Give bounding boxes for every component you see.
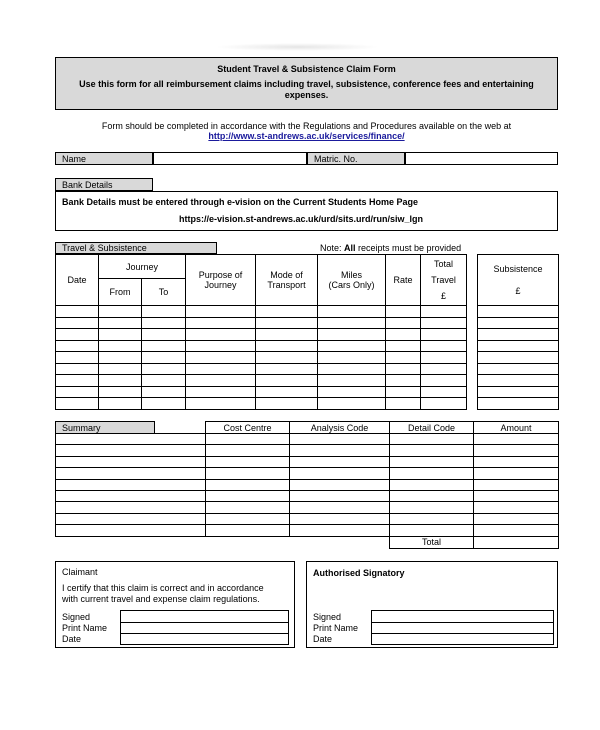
summary-total-label: Total xyxy=(390,536,474,548)
matric-field[interactable] xyxy=(405,152,558,165)
table-cell[interactable] xyxy=(206,445,290,456)
note-suffix: receipts must be provided xyxy=(355,243,462,253)
finance-link[interactable]: http://www.st-andrews.ac.uk/services/finance/ xyxy=(208,131,405,141)
table-cell[interactable] xyxy=(390,479,474,490)
table-cell[interactable] xyxy=(474,468,559,479)
summary-label: Summary xyxy=(56,422,155,434)
table-cell[interactable] xyxy=(56,363,99,375)
table-cell[interactable] xyxy=(421,340,467,352)
table-cell[interactable] xyxy=(56,398,99,410)
table-cell[interactable] xyxy=(256,352,318,364)
table-row xyxy=(56,468,559,479)
table-cell[interactable] xyxy=(421,386,467,398)
table-cell[interactable] xyxy=(186,386,256,398)
table-row xyxy=(56,329,467,341)
bank-details-box xyxy=(55,191,558,231)
receipts-note xyxy=(320,243,461,253)
table-row xyxy=(56,306,467,318)
table-cell[interactable] xyxy=(142,398,186,410)
table-cell[interactable] xyxy=(290,456,390,467)
table-cell[interactable] xyxy=(421,329,467,341)
table-row xyxy=(56,352,467,364)
table-cell[interactable] xyxy=(56,306,99,318)
table-cell[interactable] xyxy=(386,398,421,410)
mode-line2: Transport xyxy=(267,280,306,290)
claimant-date-label: Date xyxy=(62,634,82,644)
table-cell[interactable] xyxy=(386,375,421,387)
table-cell[interactable] xyxy=(256,340,318,352)
table-row xyxy=(478,363,559,375)
table-cell[interactable] xyxy=(99,386,142,398)
subsistence-currency: £ xyxy=(515,286,521,296)
table-row xyxy=(56,502,559,513)
table-cell[interactable] xyxy=(290,479,390,490)
table-row xyxy=(56,479,559,490)
table-cell[interactable] xyxy=(386,363,421,375)
purpose-header xyxy=(186,255,256,306)
table-cell[interactable] xyxy=(206,525,290,536)
summary-total-row xyxy=(56,536,559,548)
table-cell[interactable] xyxy=(186,398,256,410)
subsistence-label: Subsistence xyxy=(493,264,543,274)
table-row xyxy=(56,490,559,501)
table-cell[interactable] xyxy=(206,479,290,490)
intro-text: Form should be completed in accordance with the Regulations and Procedures available on the web at xyxy=(101,121,512,131)
summary-spacer xyxy=(155,422,206,434)
table-cell[interactable] xyxy=(318,375,386,387)
summary-total-amount[interactable] xyxy=(474,536,559,548)
total-line2: Travel xyxy=(431,275,456,285)
table-cell[interactable] xyxy=(390,468,474,479)
summary-table xyxy=(55,421,559,549)
table-cell[interactable] xyxy=(318,398,386,410)
claimant-print-name-label: Print Name xyxy=(62,623,108,633)
table-cell[interactable] xyxy=(56,434,206,445)
table-cell[interactable] xyxy=(390,445,474,456)
authorised-box xyxy=(306,561,558,648)
table-cell[interactable] xyxy=(478,363,559,375)
table-cell[interactable] xyxy=(256,363,318,375)
table-cell[interactable] xyxy=(474,434,559,445)
table-cell[interactable] xyxy=(386,317,421,329)
table-cell[interactable] xyxy=(386,352,421,364)
table-cell[interactable] xyxy=(386,386,421,398)
table-cell[interactable] xyxy=(421,352,467,364)
cost-centre-header: Cost Centre xyxy=(206,422,290,434)
table-cell[interactable] xyxy=(290,434,390,445)
table-cell[interactable] xyxy=(474,456,559,467)
table-row xyxy=(478,352,559,364)
table-cell[interactable] xyxy=(186,375,256,387)
table-cell[interactable] xyxy=(56,490,206,501)
table-cell[interactable] xyxy=(390,434,474,445)
table-cell[interactable] xyxy=(474,445,559,456)
table-cell[interactable] xyxy=(206,468,290,479)
table-cell[interactable] xyxy=(56,502,206,513)
table-cell[interactable] xyxy=(421,306,467,318)
authorised-sign-fields[interactable] xyxy=(371,610,554,645)
table-cell[interactable] xyxy=(478,398,559,410)
table-cell[interactable] xyxy=(478,386,559,398)
table-cell[interactable] xyxy=(318,306,386,318)
claimant-box xyxy=(55,561,295,648)
table-cell[interactable] xyxy=(318,317,386,329)
evision-link[interactable]: https://e-vision.st-andrews.ac.uk/urd/sits.urd/run/siw_lgn xyxy=(179,214,424,224)
form-title: Student Travel & Subsistence Claim Form xyxy=(217,64,396,74)
amount-header: Amount xyxy=(474,422,559,434)
table-cell[interactable] xyxy=(206,513,290,524)
table-row xyxy=(478,317,559,329)
note-bold: All xyxy=(344,243,356,253)
table-cell[interactable] xyxy=(56,479,206,490)
table-cell[interactable] xyxy=(142,386,186,398)
table-cell[interactable] xyxy=(318,386,386,398)
table-row xyxy=(56,434,559,445)
table-cell[interactable] xyxy=(421,375,467,387)
table-row xyxy=(56,445,559,456)
table-cell[interactable] xyxy=(56,352,99,364)
table-row xyxy=(56,317,467,329)
mode-line1: Mode of xyxy=(270,270,303,280)
travel-table xyxy=(55,254,467,410)
table-cell[interactable] xyxy=(99,340,142,352)
name-field[interactable] xyxy=(153,152,307,165)
matric-label: Matric. No. xyxy=(307,152,405,165)
table-cell[interactable] xyxy=(256,398,318,410)
table-cell[interactable] xyxy=(142,363,186,375)
table-row xyxy=(56,525,559,536)
table-cell[interactable] xyxy=(386,329,421,341)
table-cell[interactable] xyxy=(474,513,559,524)
table-cell[interactable] xyxy=(256,375,318,387)
table-cell[interactable] xyxy=(478,375,559,387)
table-row xyxy=(56,456,559,467)
table-cell[interactable] xyxy=(142,317,186,329)
table-cell[interactable] xyxy=(318,340,386,352)
detail-code-header: Detail Code xyxy=(390,422,474,434)
table-cell[interactable] xyxy=(56,317,99,329)
table-cell[interactable] xyxy=(142,352,186,364)
table-cell[interactable] xyxy=(290,445,390,456)
table-row xyxy=(478,329,559,341)
table-cell[interactable] xyxy=(206,490,290,501)
table-cell[interactable] xyxy=(478,340,559,352)
table-cell[interactable] xyxy=(99,363,142,375)
table-cell[interactable] xyxy=(256,317,318,329)
table-cell[interactable] xyxy=(56,513,206,524)
authorised-print-name-label: Print Name xyxy=(313,623,359,633)
table-cell[interactable] xyxy=(390,456,474,467)
table-cell[interactable] xyxy=(421,398,467,410)
table-row xyxy=(478,340,559,352)
bank-details-instruction: Bank Details must be entered through e-vision on the Current Students Home Page xyxy=(62,197,419,207)
table-cell[interactable] xyxy=(186,306,256,318)
table-cell[interactable] xyxy=(474,525,559,536)
miles-line1: Miles xyxy=(340,270,362,280)
table-cell[interactable] xyxy=(290,502,390,513)
table-cell[interactable] xyxy=(99,306,142,318)
table-cell[interactable] xyxy=(478,352,559,364)
table-cell[interactable] xyxy=(206,456,290,467)
table-cell[interactable] xyxy=(290,468,390,479)
travel-label: Travel & Subsistence xyxy=(55,242,217,254)
table-row xyxy=(56,386,467,398)
table-cell[interactable] xyxy=(99,375,142,387)
total-line3: £ xyxy=(440,291,446,301)
rate-header: Rate xyxy=(386,255,421,306)
table-cell[interactable] xyxy=(186,340,256,352)
journey-header: Journey xyxy=(99,255,186,279)
table-cell[interactable] xyxy=(142,340,186,352)
table-cell[interactable] xyxy=(390,490,474,501)
total-line1: Total xyxy=(433,259,453,269)
table-row xyxy=(56,340,467,352)
table-cell[interactable] xyxy=(99,398,142,410)
total-travel-header xyxy=(421,255,467,306)
table-cell[interactable] xyxy=(421,363,467,375)
table-cell[interactable] xyxy=(478,306,559,318)
name-label: Name xyxy=(55,152,153,165)
summary-total-spacer xyxy=(56,536,390,548)
table-cell[interactable] xyxy=(478,317,559,329)
from-header: From xyxy=(99,279,142,306)
purpose-line1: Purpose of xyxy=(198,270,243,280)
table-row xyxy=(478,375,559,387)
table-cell[interactable] xyxy=(318,329,386,341)
table-cell[interactable] xyxy=(99,317,142,329)
mode-header xyxy=(256,255,318,306)
table-cell[interactable] xyxy=(56,386,99,398)
form-subtitle-line1: Use this form for all reimbursement claims including travel, subsistence, conference fees and entertaining xyxy=(79,79,534,89)
table-cell[interactable] xyxy=(256,329,318,341)
table-cell[interactable] xyxy=(390,525,474,536)
miles-header xyxy=(318,255,386,306)
table-cell[interactable] xyxy=(390,502,474,513)
table-cell[interactable] xyxy=(256,306,318,318)
table-cell[interactable] xyxy=(142,306,186,318)
certify-line1: I certify that this claim is correct and in accordance xyxy=(62,583,264,593)
table-cell[interactable] xyxy=(318,352,386,364)
certify-line2: with current travel and expense claim regulations. xyxy=(62,594,260,604)
table-cell[interactable] xyxy=(186,352,256,364)
table-cell[interactable] xyxy=(386,340,421,352)
subsistence-table xyxy=(477,254,559,410)
table-cell[interactable] xyxy=(56,340,99,352)
table-cell[interactable] xyxy=(186,317,256,329)
table-row xyxy=(56,513,559,524)
table-cell[interactable] xyxy=(206,502,290,513)
table-cell[interactable] xyxy=(474,490,559,501)
bank-details-label: Bank Details xyxy=(55,178,153,191)
claimant-sign-fields[interactable] xyxy=(120,610,289,645)
table-row xyxy=(56,398,467,410)
table-cell[interactable] xyxy=(56,375,99,387)
table-cell[interactable] xyxy=(290,490,390,501)
table-cell[interactable] xyxy=(56,329,99,341)
table-cell[interactable] xyxy=(421,317,467,329)
table-cell[interactable] xyxy=(56,468,206,479)
note-prefix: Note: xyxy=(320,243,345,253)
table-cell[interactable] xyxy=(474,479,559,490)
page-shadow xyxy=(215,43,380,51)
table-row xyxy=(56,363,467,375)
table-cell[interactable] xyxy=(99,352,142,364)
table-cell[interactable] xyxy=(186,363,256,375)
form-header xyxy=(55,57,558,110)
table-cell[interactable] xyxy=(99,329,142,341)
table-cell[interactable] xyxy=(386,306,421,318)
table-cell[interactable] xyxy=(290,513,390,524)
table-cell[interactable] xyxy=(56,456,206,467)
authorised-title: Authorised Signatory xyxy=(313,568,405,578)
claimant-title: Claimant xyxy=(62,567,98,577)
miles-line2: (Cars Only) xyxy=(328,280,375,290)
table-row xyxy=(478,306,559,318)
table-cell[interactable] xyxy=(56,525,206,536)
authorised-date-label: Date xyxy=(313,634,333,644)
analysis-code-header: Analysis Code xyxy=(290,422,390,434)
table-cell[interactable] xyxy=(474,502,559,513)
authorised-signed-label: Signed xyxy=(313,612,342,622)
table-cell[interactable] xyxy=(256,386,318,398)
to-header: To xyxy=(142,279,186,306)
table-cell[interactable] xyxy=(478,329,559,341)
table-cell[interactable] xyxy=(186,329,256,341)
table-row xyxy=(56,375,467,387)
claimant-signed-label: Signed xyxy=(62,612,91,622)
table-row xyxy=(478,386,559,398)
table-row xyxy=(478,398,559,410)
table-cell[interactable] xyxy=(142,329,186,341)
table-cell[interactable] xyxy=(56,445,206,456)
subsistence-header xyxy=(478,255,559,306)
table-cell[interactable] xyxy=(206,434,290,445)
table-cell[interactable] xyxy=(142,375,186,387)
form-subtitle-line2: expenses. xyxy=(284,90,329,100)
date-header: Date xyxy=(56,255,99,306)
purpose-line2: Journey xyxy=(204,280,237,290)
table-cell[interactable] xyxy=(390,513,474,524)
table-cell[interactable] xyxy=(318,363,386,375)
table-cell[interactable] xyxy=(290,525,390,536)
